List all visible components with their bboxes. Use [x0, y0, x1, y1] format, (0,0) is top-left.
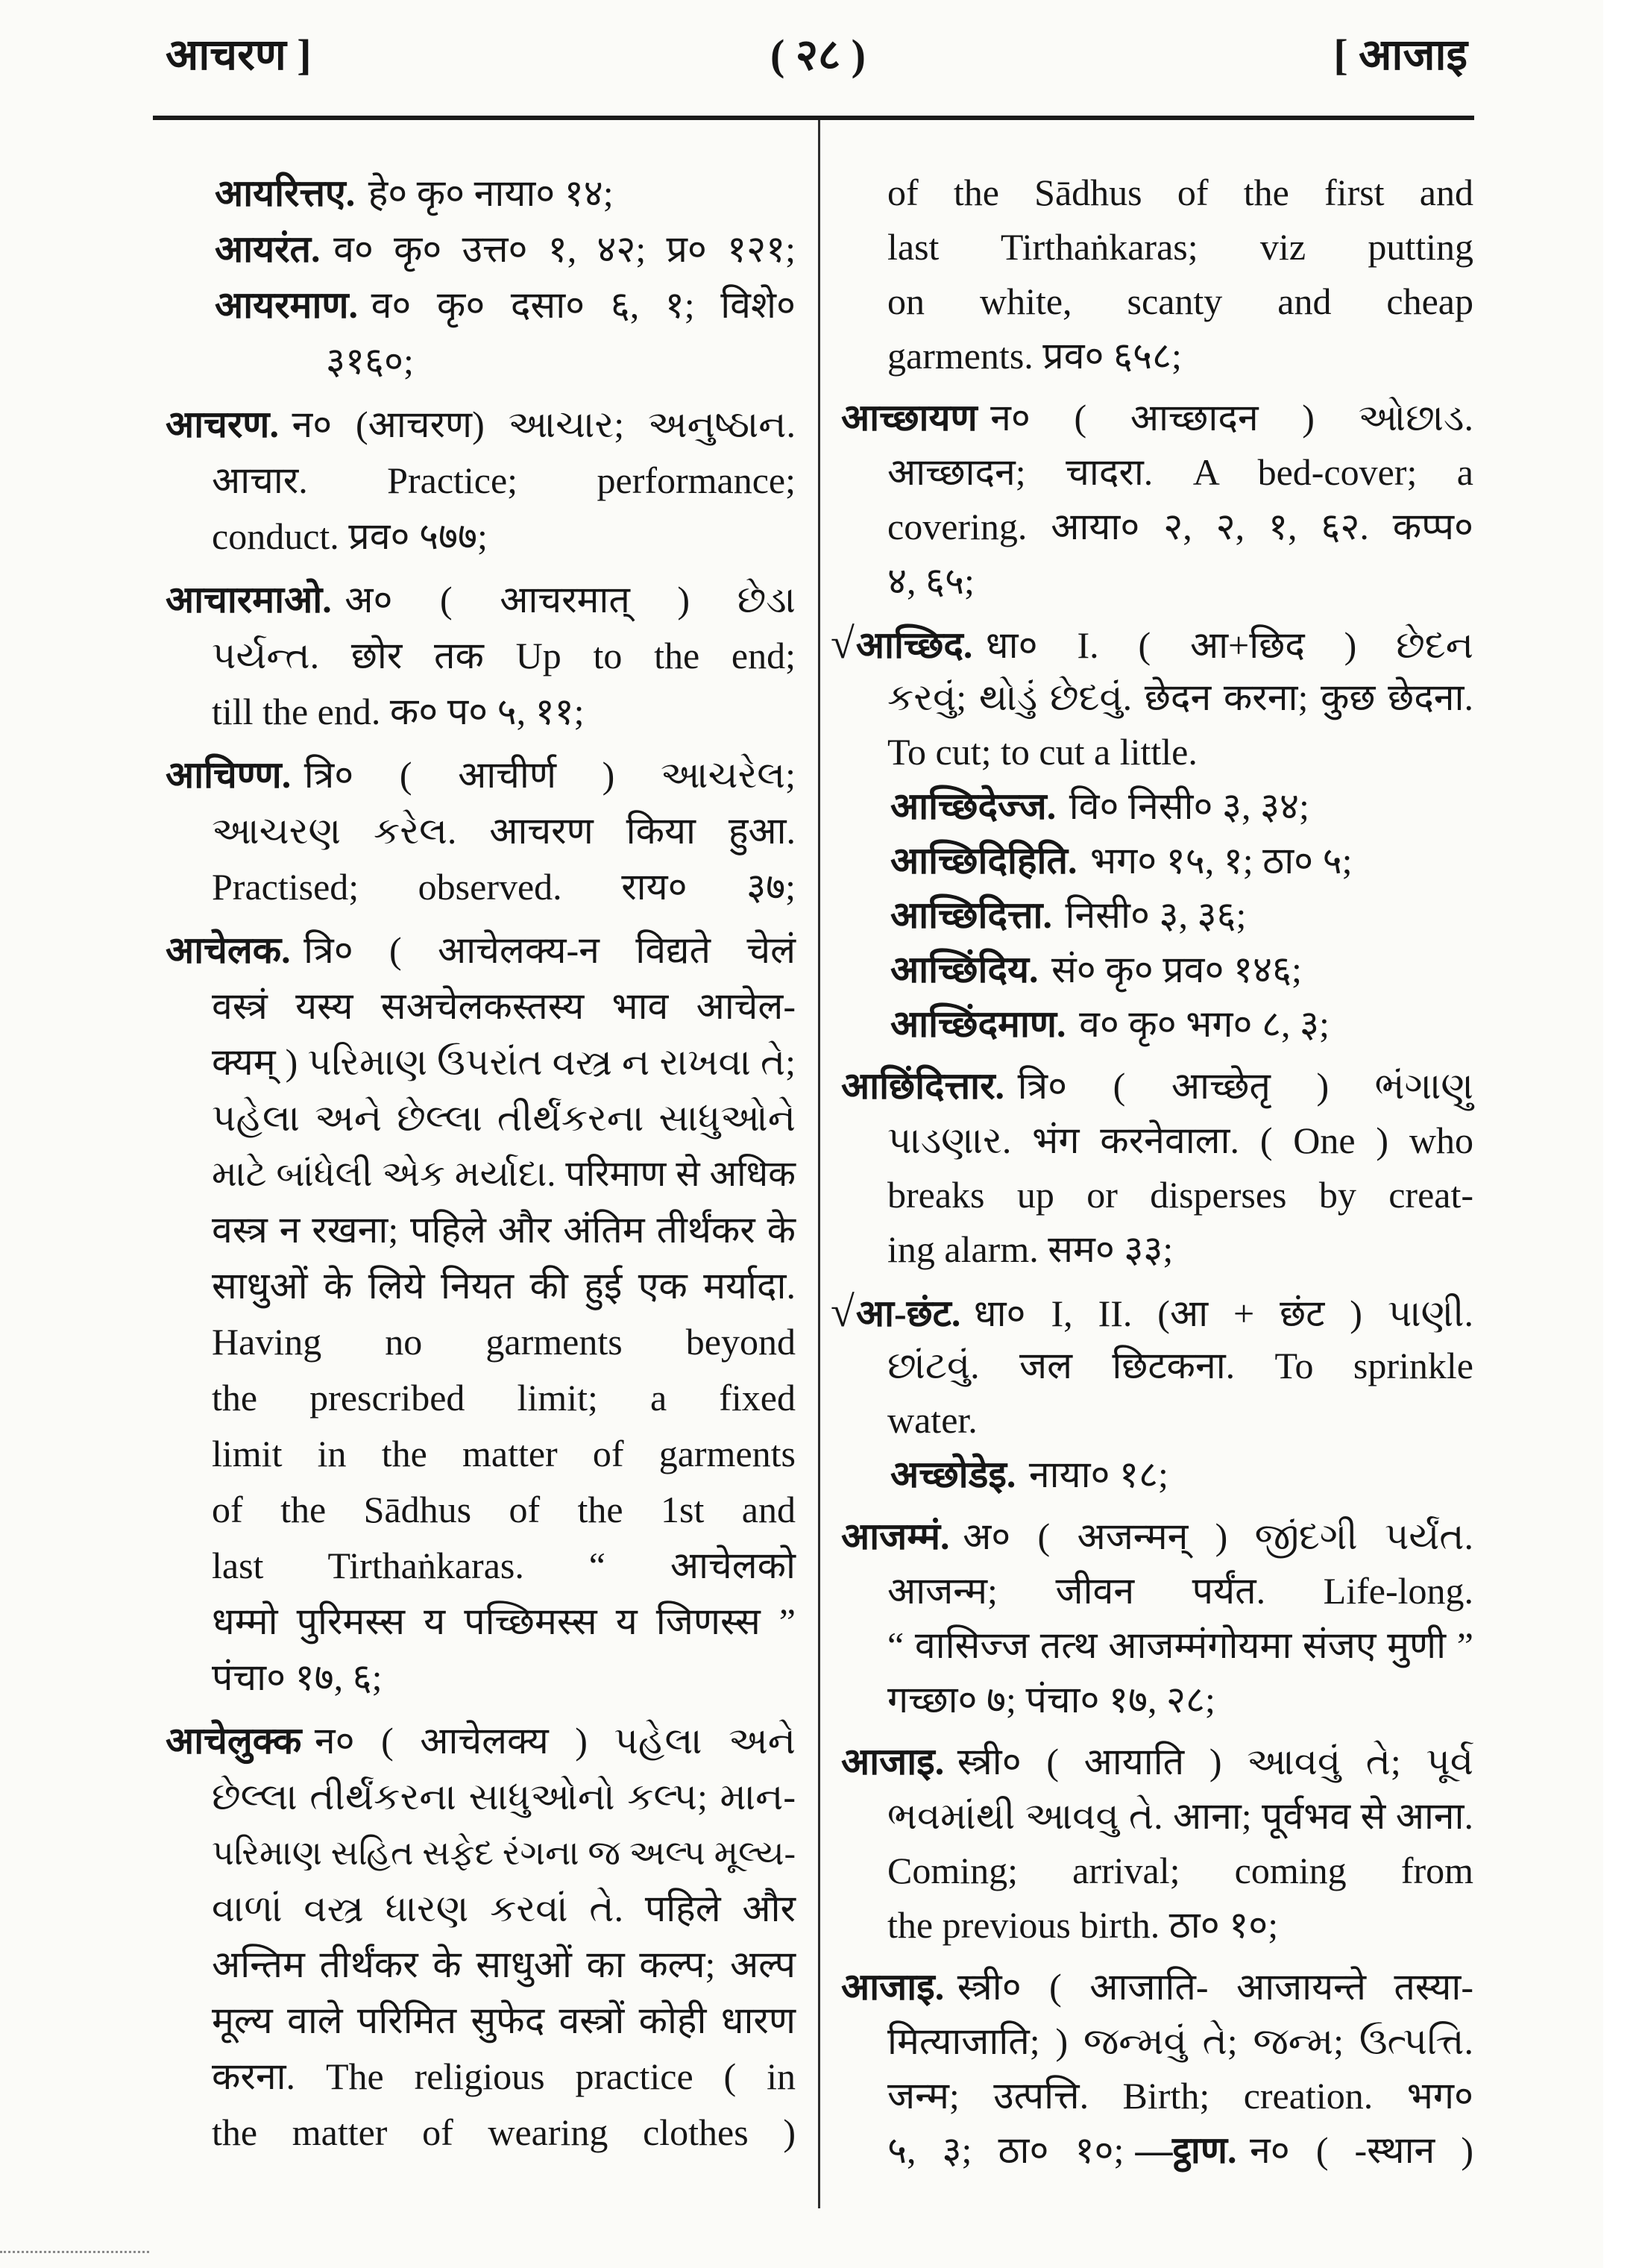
dictionary-line: [166, 1594, 796, 1650]
line-text: ing alarm. सम० ३३;: [887, 1228, 1174, 1270]
entry-first-line: [831, 1284, 1473, 1339]
compound-headword: —ट्ठाण.: [1135, 2129, 1237, 2171]
dictionary-line: [166, 1769, 796, 1825]
subform-line: [841, 1448, 1473, 1502]
dictionary-line: [166, 1202, 796, 1258]
dictionary-line: [166, 1825, 796, 1881]
subform-line: [841, 943, 1473, 997]
line-text: of the Sādhus of the first and: [887, 172, 1473, 213]
dictionary-entry: [841, 1960, 1473, 2178]
left-column: [166, 166, 796, 2161]
entry-first-line: [166, 572, 796, 628]
headword: आचारमाओ.: [166, 579, 332, 621]
line-text: છાંટવું. जल छिटकना. To sprinkle: [887, 1345, 1473, 1386]
line-text: त्रि० ( आचीर्ण ) આચરેલ;: [303, 754, 796, 796]
line-text: अन्तिम तीर्थंकर के साधुओं का कल्प; अल्प: [212, 1944, 796, 1985]
line-text: न० ( -स्थान ): [1250, 2129, 1473, 2171]
line-text: the matter of wearing clothes ): [212, 2111, 796, 2153]
line-text: आच्छादन; चादरा. A bed-cover; a: [887, 451, 1473, 493]
line-text: the prescribed limit; a fixed: [212, 1377, 796, 1419]
line-text: न० ( आच्छादन ) ઓછાડ.: [990, 397, 1473, 439]
dictionary-entry: [166, 166, 796, 389]
subform: आच्छिदिहिति.: [890, 840, 1077, 882]
dictionary-line: [166, 2049, 796, 2105]
line-text: covering. आया० २, २, १, ६२. कप्प०: [887, 506, 1473, 547]
dictionary-entry: [166, 1713, 796, 2161]
dictionary-line: [841, 1898, 1473, 1953]
root-check-mark: √: [831, 1287, 855, 1336]
line-text: limit in the matter of garments: [212, 1433, 796, 1474]
subform-line: [841, 888, 1473, 943]
dictionary-line: [841, 1393, 1473, 1448]
dictionary-line: [166, 1370, 796, 1426]
line-text: आचार. Practice; performance;: [212, 459, 796, 501]
line-text: conduct. प्रव० ५७७;: [212, 515, 488, 557]
line-text: “ वासिज्ज तत्थ आजम्मंगोयमा संजए मुणी ”: [887, 1624, 1473, 1666]
headword: आचेलुक्क: [166, 1720, 302, 1762]
line-text: व० कृ० भग० ८, ३;: [1079, 1003, 1330, 1045]
line-text: व० कृ० दसा० ६, १; विशे०: [371, 284, 796, 326]
line-text: ભવમાંથી આવવુ તે. आना; पूर्वभव से आना.: [887, 1795, 1473, 1837]
line-text: Having no garments beyond: [212, 1321, 796, 1363]
line-text: પરિમાણ સહિત સફેદ રંગના જ અલ્પ મૂલ્ય-: [212, 1834, 796, 1872]
dictionary-line: [841, 670, 1473, 725]
line-text: त्रि० ( आच्छेतृ ) ભંગાણુ: [1017, 1065, 1473, 1107]
headword: आछिंदित्तार.: [841, 1065, 1005, 1107]
dictionary-line: [166, 1314, 796, 1370]
dictionary-line: [841, 1789, 1473, 1844]
dictionary-line: [841, 500, 1473, 554]
line-text: પર્યન્ત. छोर तक Up to the end;: [212, 635, 796, 676]
subform: आयरंत.: [215, 228, 321, 270]
subform: आच्छिदेज्ज.: [890, 785, 1057, 827]
dictionary-line: [166, 684, 796, 740]
dictionary-line: [841, 445, 1473, 500]
dictionary-entry: [841, 391, 1473, 609]
dictionary-line: [841, 274, 1473, 329]
right-column: [831, 166, 1473, 2178]
subform: आयरित्तए.: [215, 172, 356, 214]
line-text: last Tirthaṅkaras. “ आचेलको: [212, 1545, 796, 1586]
headword: आ-छंट.: [855, 1292, 961, 1334]
dictionary-line: [166, 1090, 796, 1146]
line-text: वि० निसी० ३, ३४;: [1069, 785, 1309, 827]
line-text: Coming; arrival; coming from: [887, 1850, 1473, 1891]
dictionary-entry: [166, 397, 796, 565]
line-text: water.: [887, 1399, 978, 1441]
entry-first-line: [166, 747, 796, 803]
quotation-line: [841, 1618, 1473, 1673]
subform: आयरमाण.: [215, 284, 359, 326]
line-text: Practised; observed. राय० ३७;: [212, 866, 796, 908]
headword: आच्छायण: [841, 397, 978, 439]
line-text: त्रि० ( आचेलक्य-न विद्यते चेलं: [303, 929, 796, 971]
entry-first-line: [841, 1735, 1473, 1789]
line-text: व० कृ० उत्त० १, ४२; प्र० १२१;: [333, 228, 796, 270]
entry-first-line: [841, 1059, 1473, 1113]
line-text: પાડણાર. भंग करनेवाला. ( One ) who: [887, 1119, 1473, 1161]
dictionary-line: [166, 1993, 796, 2049]
line-text: garments. प्रव० ६५८;: [887, 335, 1182, 377]
line-text: न० ( आचेलक्य ) પહેલા અને: [314, 1720, 796, 1762]
dictionary-line: [166, 803, 796, 859]
subform-line: [841, 834, 1473, 888]
line-text: છેલ્લા તીર્થંકરના સાધુઓનો કલ્પ; માન-: [212, 1776, 796, 1818]
line-text: till the end. क० प० ५, ११;: [212, 691, 585, 732]
dictionary-line: [841, 1673, 1473, 1727]
dictionary-line: [166, 628, 796, 684]
dictionary-entry: [166, 923, 796, 1706]
line-text: the previous birth. ठा० १०;: [887, 1904, 1279, 1946]
line-text: मूल्य वाले परिमित सुफेद वस्त्रों कोही धारण: [212, 2000, 796, 2041]
dictionary-line: [166, 1881, 796, 1937]
line-text: क्यम् ) પરિમાણ ઉપરાંત વસ્ત્ર ન રાખવા તે;: [212, 1041, 796, 1083]
line-text: नाया० १८;: [1028, 1454, 1168, 1495]
line-text: वस्त्रं यस्य सअचेलकस्तस्य भाव आचेल-: [212, 985, 796, 1027]
dictionary-line: [841, 220, 1473, 274]
line-text: धम्मो पुरिमस्स य पच्छिमस्स य जिणस्स ”: [212, 1601, 796, 1642]
line-text: स्त्री० ( आजाति- आजायन्ते तस्या-: [957, 1966, 1473, 2008]
headword: आजम्मं.: [841, 1515, 950, 1557]
line-text: धा० I. ( आ+छिद ) છેદન: [985, 624, 1473, 666]
entry-first-line: [166, 1713, 796, 1769]
line-text: अ० ( आचरमात् ) છેડા: [344, 579, 796, 621]
subform-line: [841, 779, 1473, 834]
dictionary-line: [841, 2069, 1473, 2123]
line-text: ३१६०;: [326, 340, 414, 382]
dictionary-line: [841, 554, 1473, 609]
line-text: માટે બાંધેલી એક મર્યાદા. परिमाण से अधिक: [212, 1155, 796, 1194]
line-text: ४, ६५;: [887, 560, 975, 602]
dictionary-entry: [831, 1284, 1473, 1502]
line-text: सं० कृ० प्रव० १४६;: [1051, 949, 1302, 990]
dictionary-entry: [841, 1735, 1473, 1953]
line-text: વાળાં વસ્ત્ર ધારણ કરવાં તે. पहिले और: [212, 1888, 796, 1929]
dictionary-entry: [841, 166, 1473, 383]
subform-line: [166, 222, 796, 277]
dictionary-line: [166, 453, 796, 509]
line-text: on white, scanty and cheap: [887, 280, 1473, 322]
dictionary-entry: [841, 1510, 1473, 1727]
dictionary-entry: [166, 747, 796, 915]
line-text: न० (आचरण) આચાર; અનુષ્ઠાન.: [292, 403, 796, 445]
headword: आजाइ.: [841, 1966, 945, 2008]
line-text: पंचा० १७, ६;: [212, 1656, 383, 1698]
dictionary-line: [166, 1482, 796, 1538]
dictionary-line: [841, 2123, 1473, 2178]
headword: आजाइ.: [841, 1741, 945, 1782]
dictionary-line: [166, 1426, 796, 1482]
entry-first-line: [166, 923, 796, 978]
page-number: ( २८ ): [770, 31, 866, 79]
line-text: जन्म; उत्पत्ति. Birth; creation. भग०: [887, 2075, 1473, 2117]
dictionary-line: [841, 725, 1473, 779]
dictionary-line: [166, 333, 796, 389]
line-text: કરવું; થોડું છેદવું. छेदन करना; कुछ छेदना.: [887, 676, 1473, 718]
line-text: निसी० ३, ३६;: [1065, 894, 1247, 936]
dictionary-entry: [841, 1059, 1473, 1277]
root-check-mark: √: [831, 619, 855, 667]
entry-first-line: [841, 1960, 1473, 2014]
headword: आचरण.: [166, 403, 279, 445]
subform-line: [166, 277, 796, 333]
line-text: हे० कृ० नाया० १४;: [368, 172, 614, 214]
headword: आचेलक.: [166, 929, 291, 971]
subform: आच्छिदित्ता.: [890, 894, 1052, 936]
scan-edge-mark: [0, 2251, 149, 2253]
headword: आच्छिद.: [855, 624, 973, 666]
headword: आचिण्ण.: [166, 754, 292, 796]
column-divider: [818, 120, 820, 2208]
line-text: To cut; to cut a little.: [887, 731, 1198, 773]
dictionary-line: [166, 1258, 796, 1314]
dictionary-line: [166, 1650, 796, 1706]
line-text: गच्छा० ७; पंचा० १७, २८;: [887, 1679, 1215, 1721]
dictionary-line: [841, 1113, 1473, 1168]
line-text: साधुओं के लिये नियत की हुई एक मर्यादा.: [212, 1265, 796, 1307]
right-guide-word: [ आजाइ: [1333, 31, 1467, 79]
dictionary-entry: [166, 572, 796, 740]
line-text: आजन्म; जीवन पर्यंत. Life-long.: [887, 1570, 1473, 1612]
entry-first-line: [831, 616, 1473, 670]
subform: आच्छिंदिय.: [890, 949, 1039, 990]
dictionary-line: [166, 1034, 796, 1090]
subform: आच्छिंदमाण.: [890, 1003, 1066, 1045]
line-text: પહેલા અને છેલ્લા તીર્થંકરના સાધુઓને: [212, 1097, 796, 1139]
dictionary-entry: [831, 616, 1473, 1052]
line-text: भग० १५, १; ठा० ५;: [1089, 840, 1353, 882]
dictionary-line: [166, 1538, 796, 1594]
line-text: of the Sādhus of the 1st and: [212, 1489, 796, 1530]
dictionary-line: [841, 1222, 1473, 1277]
entry-first-line: [841, 1510, 1473, 1564]
line-text: स्त्री० ( आयाति ) આવવું તે; પૂર્વ: [957, 1741, 1473, 1782]
entry-first-line: [841, 391, 1473, 445]
header-rule: [153, 116, 1474, 120]
dictionary-line: [166, 509, 796, 565]
line-text: मित्याजाति; ) જન્મવું તે; જન્મ; ઉત્પત્તિ.: [887, 2020, 1473, 2062]
dictionary-line: [166, 1937, 796, 1993]
dictionary-line: [841, 1564, 1473, 1618]
subform-line: [166, 166, 796, 222]
line-text: वस्त्र न रखना; पहिले और अंतिम तीर्थंकर के: [212, 1209, 796, 1251]
left-guide-word: आचरण ]: [166, 31, 312, 79]
subform: अच्छोडेइ.: [890, 1454, 1016, 1495]
dictionary-line: [841, 1844, 1473, 1898]
line-text: last Tirthaṅkaras; viz putting: [887, 226, 1473, 268]
dictionary-line: [841, 1168, 1473, 1222]
line-text: धा० I, II. (आ + छंट ) પાણી.: [973, 1292, 1473, 1334]
dictionary-line: [841, 329, 1473, 383]
subform-line: [841, 997, 1473, 1052]
line-text: करना. The religious practice ( in: [212, 2055, 796, 2097]
line-text: अ० ( अजन्मन् ) જીંદગી પર્યંત.: [963, 1515, 1473, 1557]
dictionary-line: [841, 2014, 1473, 2069]
entry-first-line: [166, 397, 796, 453]
dictionary-line: [166, 2105, 796, 2161]
line-text: આચરણ કરેલ. आचरण किया हुआ.: [212, 810, 796, 852]
dictionary-line: [166, 1146, 796, 1202]
dictionary-line: [841, 1339, 1473, 1393]
dictionary-line: [841, 166, 1473, 220]
line-text: breaks up or disperses by creat-: [887, 1174, 1473, 1216]
dictionary-line: [166, 978, 796, 1034]
dictionary-line: [166, 859, 796, 915]
line-text: ५, ३; ठा० १०;: [887, 2129, 1124, 2171]
